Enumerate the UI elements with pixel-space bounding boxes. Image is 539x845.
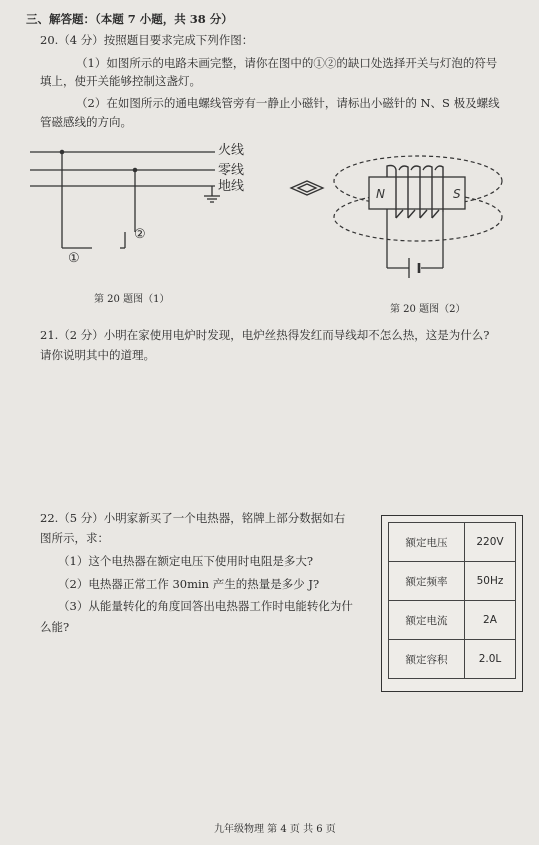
nameplate-table	[388, 522, 516, 679]
table-row	[389, 523, 516, 562]
solenoid-n-label: N	[376, 187, 385, 201]
table-row	[389, 640, 516, 679]
compass-needle	[291, 181, 323, 195]
q22-sub2: （2）电热器正常工作 30min 产生的热量是多少 J?	[58, 577, 320, 591]
figure-20-1-caption: 第 20 题图（1）	[94, 294, 170, 305]
spec-value: 2.0L	[464, 640, 515, 679]
q22-sub1: （1）这个电热器在额定电压下使用时电阻是多大?	[58, 554, 313, 568]
q22-sub3-line2: 么能?	[40, 620, 70, 634]
q21-line1: 21.（2 分）小明在家使用电炉时发现，电炉丝热得发红而导线却不怎么热，这是为什么?	[40, 328, 490, 342]
ground-wire-label: 地线	[218, 179, 245, 194]
figure-20-1-circuit	[30, 140, 260, 275]
table-row	[389, 601, 516, 640]
q20-part1-line2: 填上，使开关能够控制这盏灯。	[40, 74, 201, 88]
q20-part1-line1: （1）如图所示的电路未画完整，请你在图中的①②的缺口处选择开关与灯泡的符号	[76, 56, 498, 70]
gap-2-label: ②	[134, 227, 146, 242]
figure-20-2-solenoid	[285, 140, 515, 305]
q21-line2: 请你说明其中的道理。	[40, 348, 155, 362]
q22-sub3-line1: （3）从能量转化的角度回答出电热器工作时电能转化为什	[58, 599, 353, 613]
q20-part2-line2: 管磁感线的方向。	[40, 115, 132, 129]
neutral-wire-label: 零线	[218, 163, 245, 178]
spec-label: 额定电压	[389, 523, 465, 562]
live-wire-label: 火线	[218, 143, 245, 158]
spec-label: 额定容积	[389, 640, 465, 679]
spec-value: 50Hz	[464, 562, 515, 601]
page-footer: 九年级物理 第 4 页 共 6 页	[214, 824, 336, 835]
section-title: 三、解答题：（本题 7 小题，共 38 分）	[26, 12, 233, 26]
solenoid-s-label: S	[453, 187, 461, 201]
figure-20-2-caption: 第 20 题图（2）	[390, 304, 466, 315]
spec-label: 额定电流	[389, 601, 465, 640]
q22-line1: 22.（5 分）小明家新买了一个电热器，铭牌上部分数据如右	[40, 511, 346, 525]
q20-part2-line1: （2）在如图所示的通电螺线管旁有一静止小磁针，请标出小磁针的 N、S 极及螺线	[76, 96, 500, 110]
q20-stem: 20.（4 分）按照题目要求完成下列作图：	[40, 33, 254, 47]
spec-value: 220V	[464, 523, 515, 562]
battery-circuit	[387, 209, 443, 278]
spec-label: 额定频率	[389, 562, 465, 601]
gap-1-label: ①	[68, 251, 80, 266]
q22-line2: 图所示，求：	[40, 531, 109, 545]
table-row	[389, 562, 516, 601]
spec-value: 2A	[464, 601, 515, 640]
nameplate-box	[381, 515, 523, 692]
